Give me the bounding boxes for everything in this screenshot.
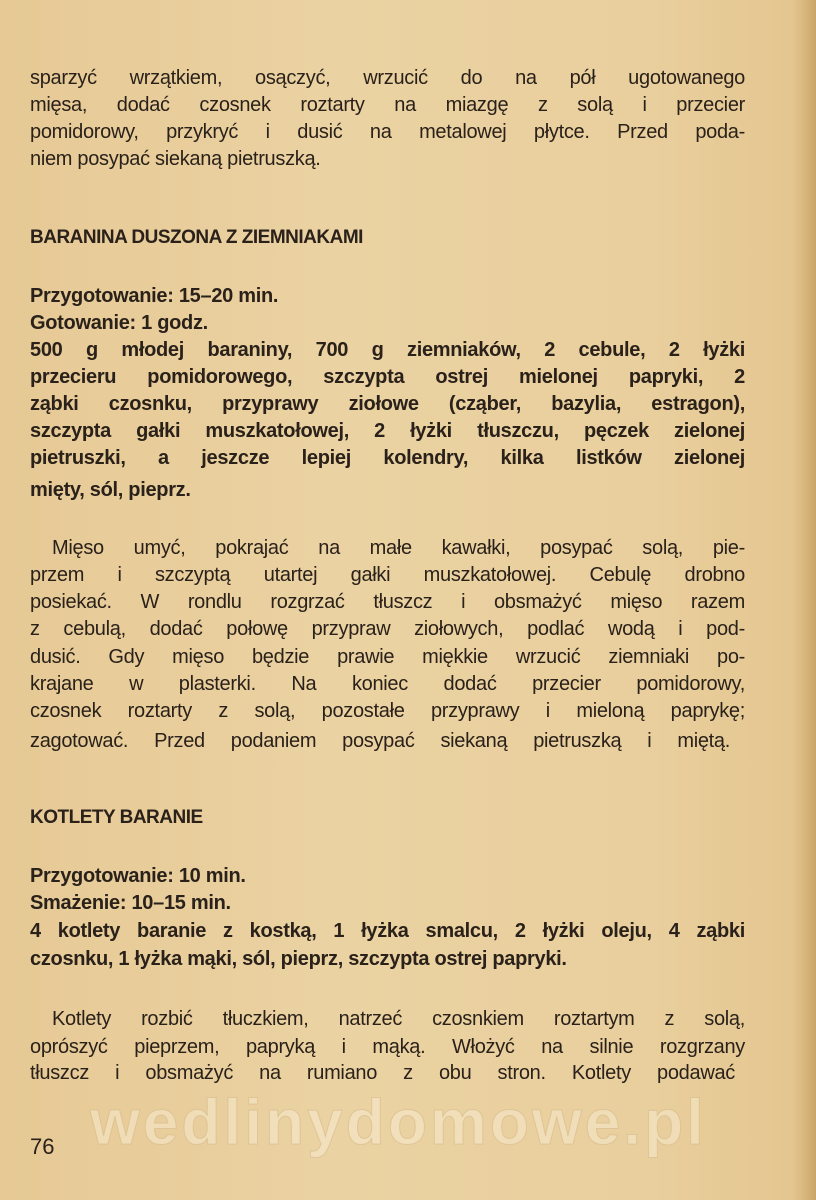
text-line: pomidorowy, przykryć i dusić na metalowej płytce. Przed poda- — [30, 121, 745, 143]
ingredient-line: 4 kotlety baranie z kostką, 1 łyżka smalcu, 2 łyżki oleju, 4 ząbki — [30, 920, 745, 942]
ingredient-line: pietruszki, a jeszcze lepiej kolendry, kilka listków zielonej — [30, 447, 745, 469]
recipe-title: KOTLETY BARANIE — [30, 807, 203, 828]
text-line: mięsa, dodać czosnek roztarty na miazgę z solą i przecier — [30, 94, 745, 116]
prep-time: Przygotowanie: 15–20 min. — [30, 285, 279, 307]
ingredient-line: czosnku, 1 łyżka mąki, sól, pieprz, szczypta ostrej papryki. — [30, 948, 567, 970]
method-line: Mięso umyć, pokrajać na małe kawałki, posypać solą, pie- — [52, 537, 745, 559]
method-line: z cebulą, dodać połowę przypraw ziołowych, podlać wodą i pod- — [30, 618, 745, 640]
text-line: sparzyć wrzątkiem, osączyć, wrzucić do na pół ugotowanego — [30, 67, 745, 89]
recipe-title: BARANINA DUSZONA Z ZIEMNIAKAMI — [30, 227, 363, 248]
ingredient-line: szczypta gałki muszkatołowej, 2 łyżki tłuszczu, pęczek zielonej — [30, 420, 745, 442]
method-line: dusić. Gdy mięso będzie prawie miękkie wrzucić ziemniaki po- — [30, 646, 745, 668]
page-number: 76 — [30, 1134, 55, 1159]
prep-time: Przygotowanie: 10 min. — [30, 865, 246, 887]
method-line: oprószyć pieprzem, papryką i mąką. Włożyć na silnie rozgrzany — [30, 1036, 745, 1058]
method-line: posiekać. W rondlu rozgrzać tłuszcz i obsmażyć mięso razem — [30, 591, 745, 613]
cook-time: Gotowanie: 1 godz. — [30, 312, 208, 334]
ingredient-line: ząbki czosnku, przyprawy ziołowe (cząber, bazylia, estragon), — [30, 393, 745, 415]
ingredient-line: 500 g młodej baraniny, 700 g ziemniaków, 2 cebule, 2 łyżki — [30, 339, 745, 361]
method-line: czosnek roztarty z solą, pozostałe przyprawy i mieloną paprykę; — [30, 700, 745, 722]
method-line: Kotlety rozbić tłuczkiem, natrzeć czosnkiem roztartym z solą, — [52, 1008, 745, 1030]
method-line: przem i szczyptą utartej gałki muszkatołowej. Cebulę drobno — [30, 564, 745, 586]
method-line: tłuszcz i obsmażyć na rumiano z obu stron. Kotlety podawać — [30, 1062, 735, 1084]
ingredient-line: przecieru pomidorowego, szczypta ostrej mielonej papryki, 2 — [30, 366, 745, 388]
method-line: krajane w plasterki. Na koniec dodać przecier pomidorowy, — [30, 673, 745, 695]
text-line: niem posypać siekaną pietruszką. — [30, 148, 321, 170]
cook-time: Smażenie: 10–15 min. — [30, 892, 231, 914]
method-line: zagotować. Przed podaniem posypać siekaną pietruszką i miętą. — [30, 730, 730, 752]
watermark: wedlinydomowe.pl — [90, 1086, 707, 1158]
ingredient-line: mięty, sól, pieprz. — [30, 479, 191, 501]
